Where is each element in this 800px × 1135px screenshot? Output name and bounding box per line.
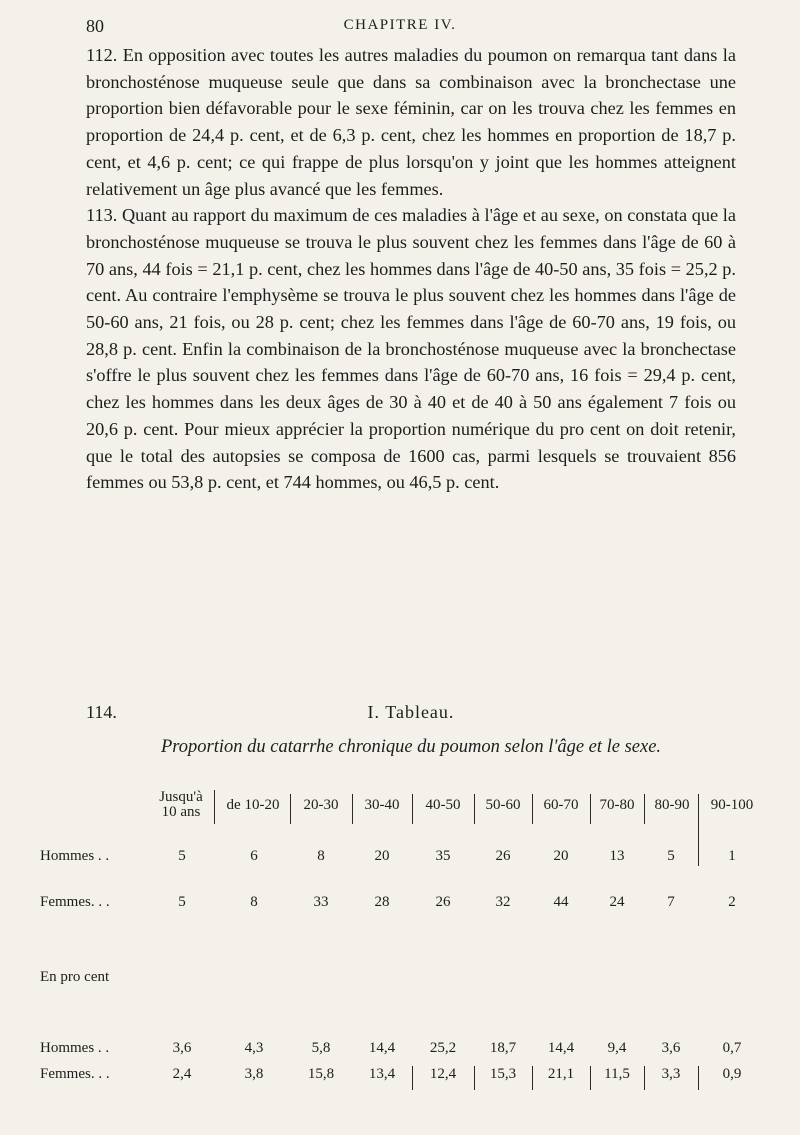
table-cell: 25,2 — [429, 1040, 457, 1056]
column-header: 60-70 — [543, 797, 579, 813]
data-table — [40, 790, 770, 1090]
table-cell: 12,4 — [429, 1066, 457, 1082]
table-cell: 3,3 — [661, 1066, 681, 1082]
table-cell: 20 — [374, 848, 390, 864]
table-cell: 8 — [317, 848, 325, 864]
table-cell: 5,8 — [311, 1040, 331, 1056]
table-cell: 1 — [728, 848, 736, 864]
table-cell: 14,4 — [368, 1040, 396, 1056]
row-label: Femmes. . . — [40, 1066, 110, 1082]
table-caption: Proportion du catarrhe chronique du poumon selon l'âge et le sexe. — [160, 737, 662, 757]
table-cell: 7 — [667, 894, 675, 910]
column-header: 70-80 — [599, 797, 635, 813]
column-rule — [352, 794, 353, 824]
paragraph-112: 112. En opposition avec toutes les autres maladies du poumon on remarqua tant dans la bronchosténose muqueuse seule que dans sa combinaison avec la bronchectase une proportion bien défavorable pour le sexe féminin, car on les trouva chez les femmes en proportion de 24,4 p. cent, et de 6,3 p. cent, chez les hommes en proportion de 18,7 p. cent, et 4,6 p. cent; ce qui frappe de plus lorsqu'on y joint que les hommes atteignent relativement un âge plus avancé que les femmes. — [86, 45, 736, 199]
column-header: de 10-20 — [226, 797, 280, 813]
column-rule — [590, 794, 591, 824]
table-cell: 5 — [178, 848, 186, 864]
table-cell: 9,4 — [607, 1040, 627, 1056]
table-cell: 32 — [495, 894, 511, 910]
column-rule — [474, 794, 475, 824]
column-header: 20-30 — [303, 797, 339, 813]
table-cell: 3,6 — [172, 1040, 192, 1056]
column-header: 40-50 — [425, 797, 461, 813]
table-cell: 21,1 — [547, 1066, 575, 1082]
table-subheading: En pro cent — [40, 969, 110, 985]
table-cell: 13,4 — [368, 1066, 396, 1082]
table-cell: 6 — [250, 848, 258, 864]
column-rule — [290, 794, 291, 824]
section-number: 114. — [86, 702, 117, 722]
page-header — [0, 16, 800, 42]
table-cell: 24 — [609, 894, 625, 910]
column-rule — [412, 1066, 413, 1090]
table-cell: 33 — [313, 894, 329, 910]
column-header: 30-40 — [364, 797, 400, 813]
body-text — [86, 42, 736, 496]
running-head: CHAPITRE IV. — [343, 17, 457, 33]
table-cell: 2 — [728, 894, 736, 910]
table-cell: 26 — [435, 894, 451, 910]
paragraph-113: 113. Quant au rapport du maximum de ces maladies à l'âge et au sexe, on constata que la bronchosténose muqueuse se trouva le plus souvent chez les femmes dans l'âge de 60 à 70 ans, 44 fois = 21,1 p. cent, chez les hommes dans l'âge de 40-50 ans, 35 fois = 25,2 p. cent. Au contraire l'emphysème se trouva le plus souvent chez les hommes dans l'âge de 50-60 ans, 21 fois, ou 28 p. cent; chez les femmes dans l'âge de 60-70 ans, 19 fois, ou 28,8 p. cent. Enfin la combinaison de la bronchosténose muqueuse avec la bronchectase s'offre le plus souvent chez les femmes dans l'âge de 60-70 ans, 16 fois = 29,4 p. cent, chez les hommes dans les deux âges de 30 à 40 et de 40 à 50 ans également 7 fois ou 20,6 p. cent. Pour mieux apprécier la proportion numérique du pro cent on doit retenir, que le total des autopsies se composa de 1600 cas, parmi lesquels se trouvaient 856 femmes ou 53,8 p. cent, et 744 hommes, ou 46,5 p. cent. — [86, 205, 736, 493]
table-cell: 20 — [553, 848, 569, 864]
column-rule — [412, 794, 413, 824]
column-header: 50-60 — [485, 797, 521, 813]
table-cell: 14,4 — [547, 1040, 575, 1056]
table-cell: 5 — [178, 894, 186, 910]
table-cell: 15,8 — [307, 1066, 335, 1082]
row-label: Hommes . . — [40, 848, 110, 864]
table-cell: 4,3 — [244, 1040, 264, 1056]
table-cell: 28 — [374, 894, 390, 910]
table-cell: 0,9 — [722, 1066, 742, 1082]
table-cell: 15,3 — [489, 1066, 517, 1082]
column-header — [150, 790, 212, 820]
table-cell: 11,5 — [604, 1066, 630, 1082]
section-title: I. Tableau. — [367, 702, 455, 722]
row-label: Femmes. . . — [40, 894, 110, 910]
table-cell: 44 — [553, 894, 569, 910]
table-cell: 13 — [609, 848, 625, 864]
table-cell: 26 — [495, 848, 511, 864]
table-cell: 5 — [667, 848, 675, 864]
table-cell: 35 — [435, 848, 451, 864]
column-header-line: 10 ans — [161, 804, 201, 820]
table-cell: 2,4 — [172, 1066, 192, 1082]
section-heading — [86, 702, 736, 728]
column-rule — [644, 794, 645, 824]
table-cell: 0,7 — [722, 1040, 742, 1056]
column-rule — [214, 790, 215, 824]
column-rule — [532, 794, 533, 824]
page-number: 80 — [86, 16, 104, 36]
table-cell: 3,6 — [661, 1040, 681, 1056]
table-cell: 18,7 — [489, 1040, 517, 1056]
column-header: 90-100 — [710, 797, 754, 813]
table-cell: 8 — [250, 894, 258, 910]
column-header: 80-90 — [654, 797, 690, 813]
row-label: Hommes . . — [40, 1040, 110, 1056]
column-header-line: Jusqu'à — [159, 789, 203, 805]
table-cell: 3,8 — [244, 1066, 264, 1082]
